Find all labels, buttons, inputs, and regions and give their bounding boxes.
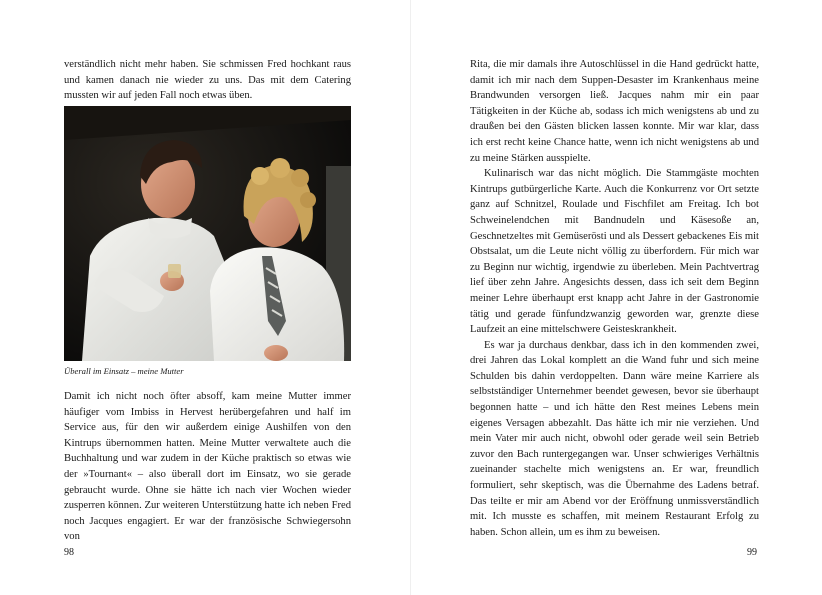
photo-caption: Überall im Einsatz – meine Mutter: [64, 366, 184, 376]
page-number: 99: [747, 547, 757, 558]
left-bottom-text: [64, 389, 351, 545]
paragraph: Rita, die mir damals ihre Autoschlüssel in die Hand gedrückt hatte, damit ich mir nach dem Suppen-Desaster im Krankenhaus meine Brandwunden versorgen ließ. Jacques nahm mir ein paar Tätigkeiten in der Küche ab, sodass ich mich wenigstens ab und zu draußen bei den Gästen blicken lassen konnte. Mir war klar, dass ich erst recht keine Chance hatte, wenn ich nicht wenigstens ab und zu meine Stärken ausspielte.: [470, 59, 759, 164]
photo-chef-and-mother: [64, 106, 351, 361]
paragraph: Damit ich nicht noch öfter absoff, kam meine Mutter immer häufiger vom Imbiss in Hervest herübergefahren und half im Service aus, für den wir außerdem einige Aushilfen von den Kintrups übernommen hatten. Meine Mutter verwaltete auch die Buchhaltung und war zudem in der Küche praktisch so etwas wie der »Tournant« – also überall dort im Einsatz, wo sie gerade gebraucht wurde. Ohne sie hätte ich nach vier Wochen wieder zusperren können. Zur weiteren Unterstützung hatte ich neben Fred noch Jacques engagiert. Er war der französische Schwiegersohn von: [64, 391, 351, 543]
paragraph: Es war ja durchaus denkbar, dass ich in den kommenden zwei, drei Jahren das Lokal komplett an die Wand fuhr und sich meine Schulden bis dahin verdoppelten. Dann wäre meine Karriere als selbstständiger Unternehmer beendet gewesen, bevor sie überhaupt begonnen hatte – und ich hätte den Rest meines Lebens mein eigenes Versagen abbezahlt. Das hätte ich mir nie verziehen. Und mein Vater mir auch nicht, obwohl oder gerade weil sein Betrieb zuvor den Bach runtergegangen war. Unser schwieriges Verhältnis zueinander stachelte mich wenigstens an. Er war, freundlich formuliert, sehr skeptisch, was die Übernahme des Ladens betraf. Das teilte er mir am Abend vor der Eröffnung unmissverständlich mit. Ich musste es schaffen, mit meinem Restaurant Erfolg zu haben. Schon allein, um es ihm zu beweisen.: [470, 339, 759, 538]
page-number: 98: [64, 547, 74, 558]
left-top-text: [64, 57, 351, 104]
paragraph: verständlich nicht mehr haben. Sie schmissen Fred hochkant raus und kamen danach nie wieder zu uns. Das mit dem Catering mussten wir auf jeden Fall noch etwas üben.: [64, 59, 351, 102]
right-main-text: [470, 57, 759, 540]
right-page: [411, 0, 822, 595]
paragraph: Kulinarisch war das nicht möglich. Die Stammgäste mochten Kintrups gutbürgerliche Karte. Auch die Konkurrenz vor Ort setzte ganz auf Schnitzel, Roulade und Fischfilet am Freitag. Ich bot Schweinelendchen mit Bandnudeln und Käsesoße an, Geschnetzeltes mit Gemüserösti und als Dessert gebackenes Eis mit Obstsalat, um die Leute nicht völlig zu überfordern. Für mich war zu Beginn nur wichtig, irgendwie zu überleben. Mein Pachtvertrag lief über zehn Jahre. Angesichts dessen, dass ich seit dem Beginn meiner Lehre überhaupt erst knapp acht Jahre in der Gastronomie tätig und gerade fünfundzwanzig geworden war, grenzte diese Laufzeit an eine mittelschwere Geisteskrankheit.: [470, 168, 759, 336]
